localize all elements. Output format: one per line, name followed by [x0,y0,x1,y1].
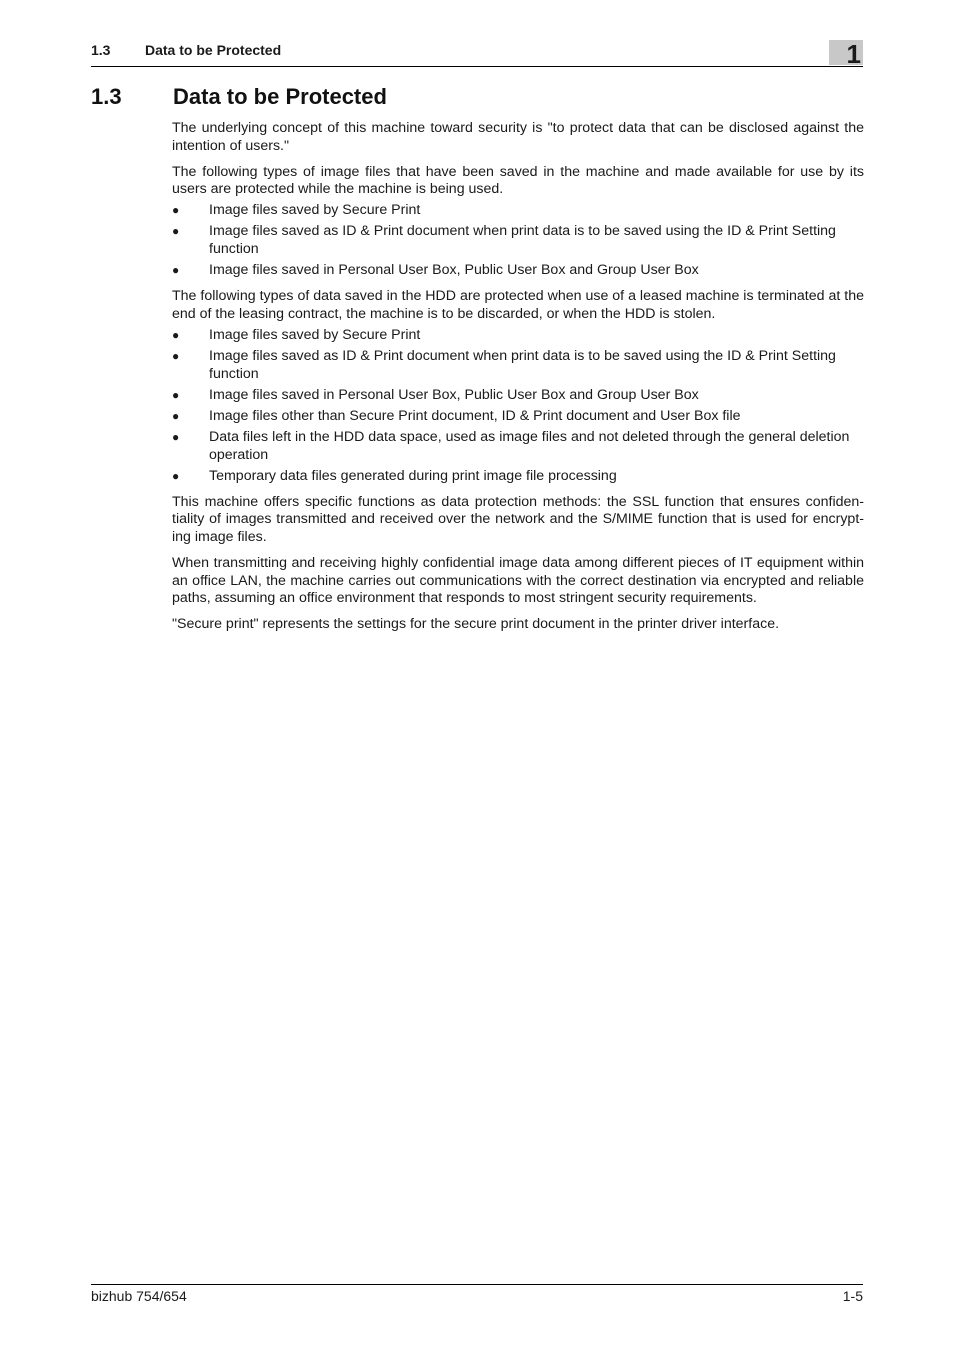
chapter-tab: 1 [829,40,863,65]
bullet-icon: ● [172,263,180,278]
bullet-icon: ● [172,429,180,444]
header-section-number: 1.3 [91,42,111,58]
running-footer [91,1284,863,1304]
bullet-icon: ● [172,203,180,218]
footer-product-name: bizhub 754/654 [91,1288,187,1304]
list-item: ● Image files saved in Personal User Box, Public User Box and Group User Box [172,386,699,403]
bullet-icon: ● [172,468,180,483]
running-header [91,40,863,67]
list-item: ● Image files saved as ID & Print document when print data is to be saved using the ID & Print Setting function [172,223,836,258]
bullet-list [172,327,864,485]
paragraph: When transmitting and receiving highly confidential image data among different pieces of IT equipment within an office LAN, the machine carries out communications with the correct destination via encrypted and reliable paths, assuming an office environment that responds to most stringent security requirements. [172,554,864,607]
bullet-icon: ● [172,387,180,402]
bullet-icon: ● [172,327,180,342]
paragraph: The following types of image files that have been saved in the machine and made available for use by its users are protected while the machine is being used. [172,163,864,198]
list-item: ● Data files left in the HDD data space, used as image files and not deleted through the general deletion operation [172,428,850,463]
paragraph: The underlying concept of this machine toward security is "to protect data that can be disclosed against the intention of users." [172,120,864,154]
bullet-list [172,202,864,279]
list-item: ● Temporary data files generated during print image file processing [172,467,617,484]
body-content [172,120,864,642]
paragraph: This machine offers specific functions as data protection methods: the SSL function that ensures confiden-tiality of images transmitted and received over the network and the S/MIME function that is used for encrypt-ing image files. [172,493,864,545]
list-item: ● Image files saved by Secure Print [172,202,421,219]
header-section-title: Data to be Protected [145,42,282,58]
list-item: ● Image files other than Secure Print document, ID & Print document and User Box file [172,407,741,424]
section-heading-title: Data to be Protected [173,84,387,109]
paragraph: The following types of data saved in the HDD are protected when use of a leased machine is terminated at the end of the leasing contract, the machine is to be discarded, or when the HDD is stolen. [172,288,864,322]
list-item: ● Image files saved in Personal User Box, Public User Box and Group User Box [172,262,699,279]
footer-page-number: 1-5 [842,1288,863,1304]
list-item: ● Image files saved by Secure Print [172,326,421,343]
section-heading-number: 1.3 [91,84,122,109]
bullet-icon: ● [172,408,180,423]
bullet-icon: ● [172,224,180,239]
bullet-icon: ● [172,349,180,364]
section-heading [91,84,863,110]
paragraph: "Secure print" represents the settings for the secure print document in the printer driver interface. [172,616,780,633]
list-item: ● Image files saved as ID & Print document when print data is to be saved using the ID & Print Setting function [172,348,836,382]
